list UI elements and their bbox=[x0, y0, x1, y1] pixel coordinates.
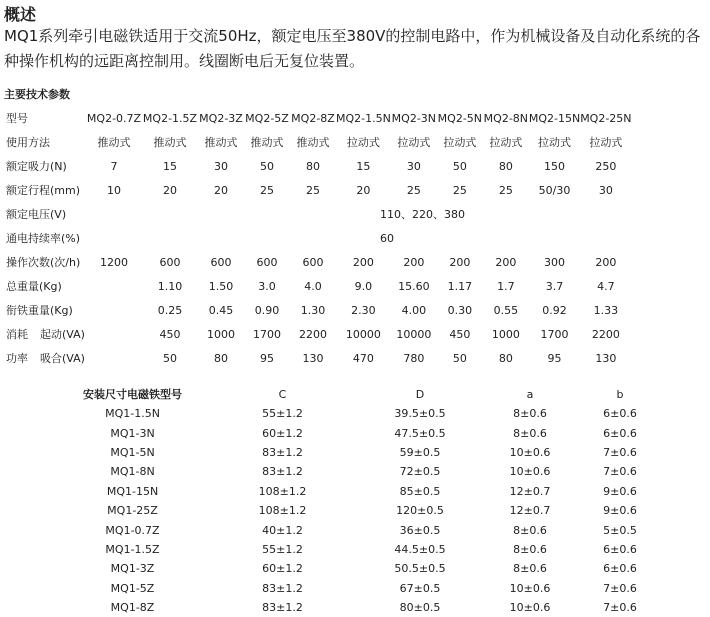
table-row bbox=[60, 579, 660, 598]
row-label: 额定行程(mm) bbox=[6, 184, 81, 197]
table-cell: 25 bbox=[260, 183, 274, 197]
table-cell: 15 bbox=[356, 159, 371, 173]
dimension-cell: 6±0.6 bbox=[603, 562, 637, 576]
row-label: 额定电压(V) bbox=[6, 208, 67, 221]
table-cell: 4.00 bbox=[401, 303, 427, 317]
table-cell: 450 bbox=[449, 327, 471, 341]
table-row bbox=[0, 130, 632, 154]
table-cell: 50 bbox=[452, 159, 467, 173]
table-row bbox=[0, 226, 632, 250]
table-cell: 20 bbox=[214, 183, 228, 197]
column-header: a bbox=[526, 387, 534, 401]
table-cell: 拉动式 bbox=[489, 136, 523, 149]
table-cell: 0.45 bbox=[208, 303, 234, 317]
dimension-cell: 60±1.2 bbox=[262, 426, 303, 440]
table-cell: 7 bbox=[110, 159, 118, 173]
table-cell: 80 bbox=[214, 351, 228, 365]
table-cell: 200 bbox=[352, 255, 374, 269]
dimension-cell: 8±0.6 bbox=[513, 426, 547, 440]
model-cell: MQ1-8N bbox=[110, 465, 155, 479]
model-cell: MQ1-0.7Z bbox=[105, 523, 160, 537]
table-cell: 30 bbox=[598, 183, 613, 197]
table-cell: 25 bbox=[452, 183, 467, 197]
table-cell: 300 bbox=[544, 255, 566, 269]
model-header: MQ2-15N bbox=[528, 111, 581, 125]
model-header: MQ2-25N bbox=[580, 111, 632, 125]
table-cell: 推动式 bbox=[153, 136, 187, 149]
model-cell: MQ1-5Z bbox=[110, 581, 155, 595]
page-title: 概述 bbox=[4, 5, 37, 24]
table-row bbox=[60, 482, 660, 501]
table-cell: 80 bbox=[306, 159, 320, 173]
table-row bbox=[0, 178, 632, 202]
dimension-cell: 10±0.6 bbox=[509, 445, 551, 459]
row-label: 通电持续率(%) bbox=[6, 232, 81, 245]
table-cell: 10000 bbox=[396, 327, 432, 341]
table-cell: 200 bbox=[403, 255, 425, 269]
dimension-cell: 5±0.5 bbox=[603, 523, 637, 537]
table-cell: 600 bbox=[210, 255, 232, 269]
dimension-cell: 12±0.7 bbox=[509, 484, 551, 498]
table-row bbox=[0, 250, 632, 274]
model-cell: MQ1-3N bbox=[110, 426, 155, 440]
table-cell: 15 bbox=[163, 159, 177, 173]
table-row bbox=[60, 443, 660, 462]
table-cell: 0.25 bbox=[157, 303, 183, 317]
table-cell: 2.30 bbox=[351, 303, 376, 317]
table-cell: 3.7 bbox=[545, 279, 564, 293]
dimension-cell: 47.5±0.5 bbox=[394, 426, 446, 440]
dimension-cell: 83±1.2 bbox=[262, 601, 303, 615]
table-cell: 200 bbox=[449, 255, 471, 269]
dimension-cell: 7±0.6 bbox=[603, 581, 637, 595]
model-cell: MQ1-1.5Z bbox=[105, 542, 160, 556]
specs-table bbox=[0, 106, 632, 370]
dimension-cell: 12±0.7 bbox=[509, 504, 551, 518]
dimension-cell: 67±0.5 bbox=[399, 581, 441, 595]
model-header: MQ2-5Z bbox=[245, 111, 289, 125]
model-header: MQ2-1.5N bbox=[336, 111, 391, 125]
dimension-cell: 83±1.2 bbox=[262, 445, 303, 459]
dimension-cell: 8±0.6 bbox=[513, 407, 547, 421]
row-label: 使用方法 bbox=[6, 136, 50, 149]
table-cell: 25 bbox=[306, 183, 320, 197]
table-cell: 780 bbox=[403, 351, 425, 365]
table-cell: 30 bbox=[214, 159, 228, 173]
dimension-cell: 83±1.2 bbox=[262, 465, 303, 479]
table-cell: 1.17 bbox=[447, 279, 473, 293]
table-cell: 600 bbox=[256, 255, 278, 269]
table-cell: 80 bbox=[498, 351, 513, 365]
column-header: D bbox=[415, 387, 425, 401]
dimension-cell: 50.5±0.5 bbox=[394, 562, 446, 576]
table-cell: 4.0 bbox=[304, 279, 322, 293]
table-cell: 1000 bbox=[491, 327, 520, 341]
table-cell: 250 bbox=[595, 159, 617, 173]
intro-paragraph: MQ1系列牵引电磁铁适用于交流50Hz，额定电压至380V的控制电路中，作为机械设备及自动化系统的各种操作机构的远距离控制用。线圈断电后无复位装置。 bbox=[4, 27, 701, 70]
dimension-cell: 120±0.5 bbox=[396, 504, 444, 518]
model-cell: MQ1-3Z bbox=[110, 562, 155, 576]
table-cell: 25 bbox=[406, 183, 421, 197]
column-header: C bbox=[278, 387, 287, 401]
table-cell: 470 bbox=[352, 351, 374, 365]
dimension-cell: 7±0.6 bbox=[603, 445, 637, 459]
dimension-cell: 40±1.2 bbox=[262, 523, 303, 537]
dimension-cell: 55±1.2 bbox=[262, 407, 303, 421]
row-label: 操作次数(次/h) bbox=[6, 256, 81, 269]
table-cell: 推动式 bbox=[97, 136, 131, 149]
model-header: MQ2-8Z bbox=[291, 111, 335, 125]
table-cell bbox=[86, 322, 142, 346]
table-cell bbox=[86, 298, 142, 322]
table-cell: 95 bbox=[260, 351, 274, 365]
dimension-cell: 55±1.2 bbox=[262, 542, 303, 556]
table-cell: 1.7 bbox=[497, 279, 515, 293]
table-row bbox=[0, 274, 632, 298]
table-cell: 推动式 bbox=[296, 136, 330, 149]
dimension-cell: 108±1.2 bbox=[258, 504, 307, 518]
model-header: MQ2-3Z bbox=[199, 111, 243, 125]
table-cell: 130 bbox=[595, 351, 617, 365]
dimension-cell: 9±0.6 bbox=[603, 504, 637, 518]
dimension-cell: 8±0.6 bbox=[513, 562, 547, 576]
table-row bbox=[60, 462, 660, 481]
table-cell: 推动式 bbox=[204, 136, 238, 149]
table-cell: 600 bbox=[159, 255, 181, 269]
table-cell bbox=[86, 346, 142, 370]
dimension-cell: 108±1.2 bbox=[258, 484, 307, 498]
model-cell: MQ1-15N bbox=[106, 484, 159, 498]
dimension-cell: 10±0.6 bbox=[509, 465, 551, 479]
model-cell: MQ1-5N bbox=[110, 445, 155, 459]
table-cell: 30 bbox=[406, 159, 421, 173]
table-row bbox=[60, 423, 660, 442]
table-cell: 0.92 bbox=[542, 303, 567, 317]
row-label: 型号 bbox=[6, 112, 28, 125]
table-cell: 2200 bbox=[299, 327, 327, 341]
table-row bbox=[60, 598, 660, 617]
row-label bbox=[0, 346, 86, 370]
row-label: 额定吸力(N) bbox=[6, 160, 67, 173]
table-cell: 600 bbox=[302, 255, 324, 269]
dimension-cell: 7±0.6 bbox=[603, 601, 637, 615]
table-cell: 4.7 bbox=[597, 279, 615, 293]
specs-heading: 主要技术参数 bbox=[4, 88, 70, 101]
column-header: 安装尺寸电磁铁型号 bbox=[83, 388, 182, 401]
spanned-value: 60 bbox=[380, 231, 394, 245]
table-cell: 80 bbox=[498, 159, 513, 173]
table-cell bbox=[86, 274, 142, 298]
table-cell: 0.30 bbox=[447, 303, 473, 317]
dimension-cell: 9±0.6 bbox=[603, 484, 637, 498]
spanned-value: 110、220、380 bbox=[380, 208, 465, 221]
row-label bbox=[0, 322, 86, 346]
dimension-cell: 72±0.5 bbox=[399, 465, 441, 479]
table-cell: 1000 bbox=[207, 327, 235, 341]
table-row bbox=[60, 559, 660, 578]
table-cell: 1.10 bbox=[157, 279, 183, 293]
table-row bbox=[0, 106, 632, 130]
table-cell: 130 bbox=[302, 351, 324, 365]
dimension-cell: 44.5±0.5 bbox=[394, 542, 446, 556]
dimension-cell: 7±0.6 bbox=[603, 465, 637, 479]
row-label: 衔铁重量(Kg) bbox=[6, 304, 73, 317]
dimension-cell: 59±0.5 bbox=[399, 445, 441, 459]
table-cell: 25 bbox=[498, 183, 513, 197]
dimensions-table bbox=[60, 384, 660, 617]
dimension-cell: 6±0.6 bbox=[603, 407, 637, 421]
table-cell: 1.30 bbox=[300, 303, 326, 317]
table-cell: 200 bbox=[595, 255, 617, 269]
table-cell: 150 bbox=[544, 159, 566, 173]
table-cell: 50 bbox=[260, 159, 274, 173]
model-header: MQ2-1.5Z bbox=[142, 111, 198, 125]
table-cell: 50/30 bbox=[538, 183, 571, 197]
table-cell: 1700 bbox=[540, 327, 569, 341]
dimension-cell: 60±1.2 bbox=[262, 562, 303, 576]
dimension-cell: 85±0.5 bbox=[399, 484, 441, 498]
model-cell: MQ1-8Z bbox=[110, 601, 155, 615]
dimension-cell: 6±0.6 bbox=[603, 426, 637, 440]
dimension-cell: 83±1.2 bbox=[262, 581, 303, 595]
table-cell: 0.55 bbox=[493, 303, 519, 317]
power-row-label: 吸合(VA) bbox=[40, 352, 85, 365]
table-cell: 50 bbox=[452, 351, 467, 365]
table-cell: 推动式 bbox=[250, 136, 284, 149]
table-cell: 拉动式 bbox=[538, 136, 572, 149]
table-row bbox=[60, 520, 660, 539]
table-cell: 9.0 bbox=[354, 279, 373, 293]
table-header-row bbox=[60, 384, 660, 404]
model-header: MQ2-3N bbox=[391, 111, 437, 125]
table-cell: 20 bbox=[356, 183, 371, 197]
dimension-cell: 10±0.6 bbox=[509, 581, 551, 595]
power-row-label: 起动(VA) bbox=[40, 328, 85, 341]
dimension-cell: 8±0.6 bbox=[513, 523, 547, 537]
table-cell: 2200 bbox=[591, 327, 620, 341]
table-cell: 0.90 bbox=[254, 303, 280, 317]
table-cell: 1.33 bbox=[593, 303, 619, 317]
table-cell: 20 bbox=[163, 183, 177, 197]
table-cell: 1200 bbox=[100, 255, 128, 269]
dimension-cell: 80±0.5 bbox=[399, 601, 441, 615]
model-cell: MQ1-1.5N bbox=[105, 407, 160, 421]
table-row bbox=[0, 202, 632, 226]
table-row bbox=[60, 540, 660, 559]
table-row bbox=[0, 298, 632, 322]
row-label: 总重量(Kg) bbox=[6, 280, 62, 293]
dimension-cell: 6±0.6 bbox=[603, 542, 637, 556]
table-cell: 50 bbox=[163, 351, 177, 365]
table-row bbox=[60, 404, 660, 423]
dimension-cell: 39.5±0.5 bbox=[394, 407, 446, 421]
table-cell: 1700 bbox=[253, 327, 281, 341]
table-cell: 3.0 bbox=[258, 279, 276, 293]
table-cell: 450 bbox=[159, 327, 181, 341]
table-row bbox=[0, 322, 632, 346]
table-row bbox=[0, 154, 632, 178]
model-cell: MQ1-25Z bbox=[107, 504, 158, 518]
dimension-cell: 36±0.5 bbox=[399, 523, 441, 537]
table-cell: 拉动式 bbox=[443, 136, 477, 149]
table-cell: 1.50 bbox=[208, 279, 234, 293]
column-header: b bbox=[616, 387, 624, 401]
table-cell: 95 bbox=[547, 351, 562, 365]
table-row bbox=[0, 346, 632, 370]
table-cell: 200 bbox=[495, 255, 517, 269]
table-cell: 10000 bbox=[345, 327, 381, 341]
table-cell: 15.60 bbox=[398, 279, 430, 293]
power-group-label: 消耗 bbox=[6, 328, 28, 341]
table-cell: 10 bbox=[107, 183, 121, 197]
model-header: MQ2-0.7Z bbox=[86, 111, 142, 125]
table-row bbox=[60, 501, 660, 520]
model-header: MQ2-5N bbox=[437, 111, 483, 125]
model-header: MQ2-8N bbox=[483, 111, 529, 125]
table-cell: 拉动式 bbox=[589, 136, 623, 149]
table-cell: 拉动式 bbox=[346, 136, 380, 149]
dimension-cell: 10±0.6 bbox=[509, 601, 551, 615]
dimension-cell: 8±0.6 bbox=[513, 542, 547, 556]
table-cell: 拉动式 bbox=[397, 136, 431, 149]
power-group-label: 功率 bbox=[6, 352, 28, 365]
